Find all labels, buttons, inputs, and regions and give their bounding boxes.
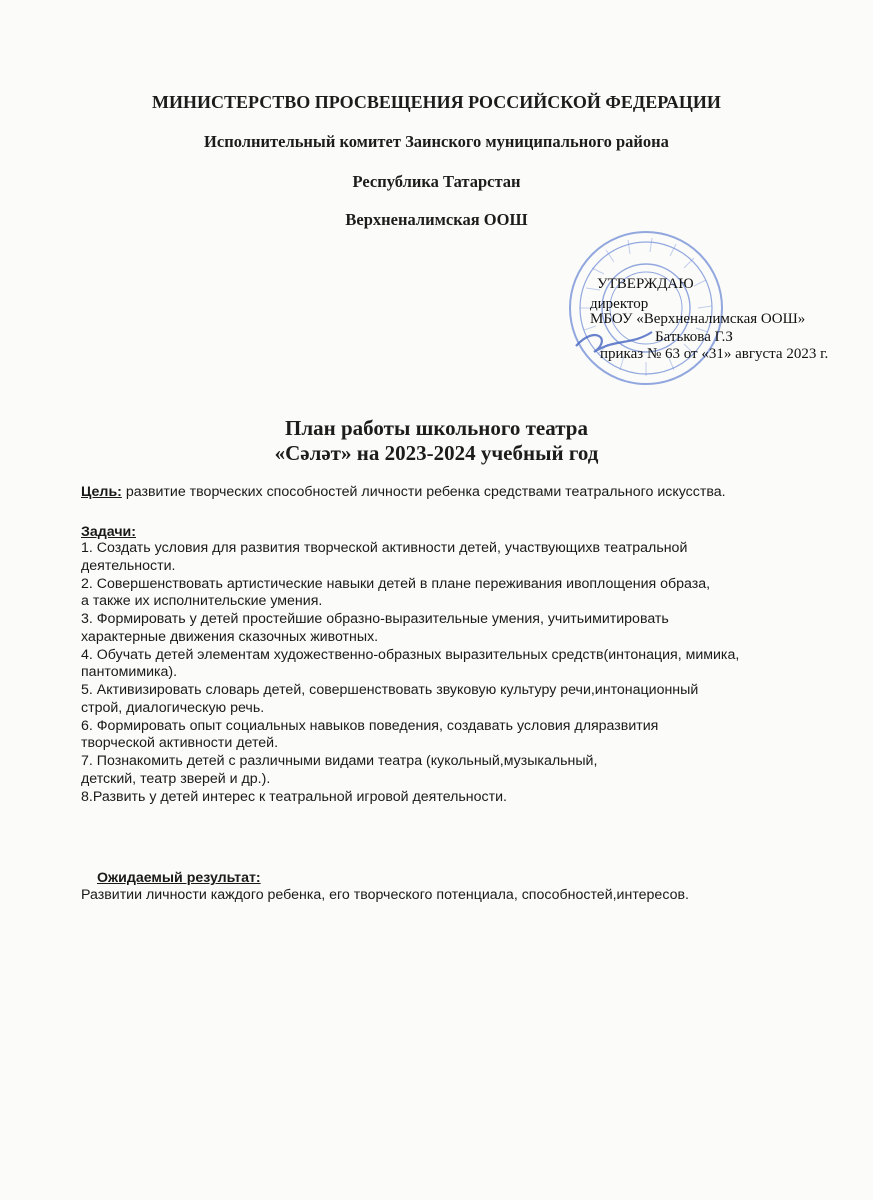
republic-title: Республика Татарстан (352, 172, 521, 191)
plan-title-line2: «Сәләт» на 2023-2024 учебный год (274, 441, 599, 465)
goal-text: развитие творческих способностей личности ребенка средствами театрального искусства. (121, 484, 726, 500)
approve-label: УТВЕРЖДАЮ (597, 276, 694, 292)
ministry-title: МИНИСТЕРСТВО ПРОСВЕЩЕНИЯ РОССИЙСКОЙ ФЕДЕРАЦИИ (152, 92, 721, 112)
approval-order: приказ № 63 от «31» августа 2023 г. (600, 346, 829, 362)
goal-paragraph (81, 484, 726, 500)
task-line: 7. Познакомить детей с различными видами театра (кукольный,музыкальный, (81, 753, 598, 769)
task-line: творческой активности детей. (81, 735, 279, 752)
task-line: 8.Развить у детей интерес к театральной игровой деятельности. (81, 788, 507, 805)
approver-position: директор (590, 296, 649, 312)
committee-title: Исполнительный комитет Заинского муниципального района (204, 132, 669, 151)
result-text: Развитии личности каждого ребенка, его творческого потенциала, способностей,интересов. (81, 887, 689, 903)
task-line: 4. Обучать детей элементам художественно-образных выразительных средств(интонация, мимика, (81, 646, 740, 663)
task-line: 5. Активизировать словарь детей, совершенствовать звуковую культуру речи,интонационный (81, 682, 699, 698)
task-line: а также их исполнительские умения. (81, 593, 323, 610)
task-line: 6. Формировать опыт социальных навыков поведения, создавать условия дляразвития (81, 717, 659, 734)
result-label: Ожидаемый результат: (97, 870, 261, 886)
approver-name: Батькова Г.З (655, 329, 733, 345)
approver-organization: МБОУ «Верхненалимская ООШ» (590, 311, 806, 327)
task-line: 3. Формировать у детей простейшие образно-выразительные умения, учитьимитировать (81, 611, 669, 627)
task-line: пантомимика). (81, 664, 178, 681)
school-title: Верхненалимская ООШ (345, 210, 528, 229)
tasks-list (81, 540, 739, 806)
task-line: характерные движения сказочных животных. (81, 628, 379, 645)
plan-title-line1: План работы школьного театра (285, 416, 588, 440)
task-line: строй, диалогическую речь. (81, 699, 265, 716)
task-line: 2. Совершенствовать артистические навыки детей в плане переживания ивоплощения образа, (81, 575, 711, 592)
task-line: детский, театр зверей и др.). (81, 770, 271, 787)
task-line: 1. Создать условия для развития творческой активности детей, участвующихв театральной (81, 540, 688, 556)
task-line: деятельности. (81, 557, 176, 574)
tasks-label: Задачи: (81, 524, 137, 540)
goal-label: Цель: (81, 484, 122, 500)
